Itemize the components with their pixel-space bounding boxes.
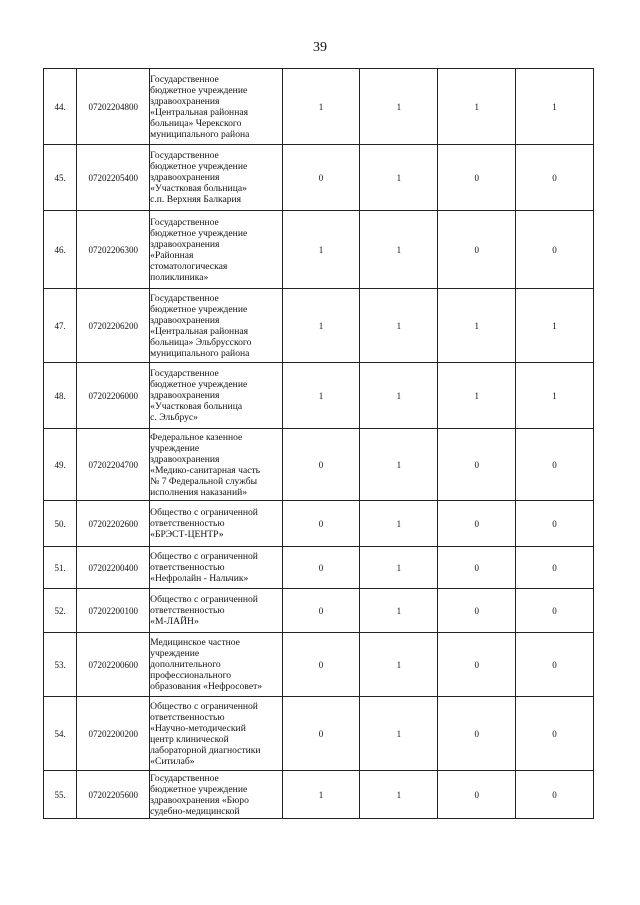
row-value-2: 1: [396, 320, 402, 331]
row-value-2: 1: [396, 518, 402, 529]
row-value-4: 1: [552, 320, 557, 331]
row-value-4: 0: [552, 172, 557, 183]
row-organization-name: Государственное бюджетное учреждение здравоохранения «Центральная районная больница» Эльбрусского муниципального района: [150, 292, 252, 359]
row-number: 46.: [54, 244, 66, 255]
row-code: 07202200400: [88, 562, 138, 573]
row-organization-name: Общество с ограниченной ответственностью «Нефролайн - Нальчик»: [150, 551, 258, 584]
row-value-2: 1: [396, 605, 402, 616]
row-value-4: 0: [552, 244, 557, 255]
row-value-4: 0: [552, 605, 557, 616]
row-value-3: 0: [474, 518, 479, 529]
row-value-4: 0: [552, 459, 557, 470]
row-value-3: 0: [474, 659, 479, 670]
row-number: 49.: [54, 459, 66, 470]
row-code: 07202204800: [88, 101, 138, 112]
row-value-2: 1: [396, 459, 402, 470]
table-row: [44, 697, 594, 771]
row-number: 44.: [54, 101, 66, 112]
row-code: 07202206200: [88, 320, 138, 331]
row-value-3: 0: [474, 562, 479, 573]
table-row: [44, 501, 594, 547]
row-organization-name: Федеральное казенное учреждение здравоохранения «Медико-санитарная часть № 7 Федеральной службы исполнения наказаний»: [150, 431, 261, 498]
row-number: 53.: [54, 659, 66, 670]
row-organization-name: Общество с ограниченной ответственностью «М-ЛАЙН»: [150, 594, 258, 627]
row-value-1: 1: [318, 789, 324, 800]
row-code: 07202204700: [88, 459, 138, 470]
row-value-2: 1: [396, 390, 402, 401]
row-value-3: 0: [474, 459, 479, 470]
row-value-1: 0: [318, 562, 324, 573]
row-value-4: 0: [552, 518, 557, 529]
row-value-3: 1: [474, 320, 479, 331]
row-value-2: 1: [396, 244, 402, 255]
row-number: 51.: [54, 562, 66, 573]
row-code: 07202202600: [88, 518, 138, 529]
table-row: [44, 771, 594, 819]
row-value-2: 1: [396, 659, 402, 670]
table-row: [44, 363, 594, 429]
row-number: 48.: [54, 390, 66, 401]
row-value-1: 1: [318, 390, 324, 401]
row-number: 55.: [54, 789, 66, 800]
row-value-4: 0: [552, 659, 557, 670]
row-value-3: 0: [474, 728, 479, 739]
row-code: 07202206300: [88, 244, 138, 255]
row-number: 54.: [54, 728, 66, 739]
row-value-1: 0: [318, 172, 324, 183]
row-value-2: 1: [396, 172, 402, 183]
row-organization-name: Государственное бюджетное учреждение здравоохранения «Участковая больница с. Эльбрус»: [150, 368, 248, 423]
row-code: 07202200600: [88, 659, 138, 670]
row-code: 07202200100: [88, 605, 138, 616]
row-organization-name: Общество с ограниченной ответственностью «Научно-методический центр клинической лабораторной диагностики «Ситилаб»: [150, 700, 261, 767]
table-row: [44, 69, 594, 145]
page-number: 39: [313, 40, 327, 55]
row-value-1: 1: [318, 101, 324, 112]
row-value-4: 1: [552, 101, 557, 112]
row-value-3: 0: [474, 789, 479, 800]
table-row: [44, 429, 594, 501]
row-value-2: 1: [396, 562, 402, 573]
row-value-4: 0: [552, 728, 557, 739]
table-row: [44, 633, 594, 697]
row-value-4: 0: [552, 562, 557, 573]
row-value-2: 1: [396, 101, 402, 112]
row-organization-name: Медицинское частное учреждение дополнительного профессионального образования «Нефросовет»: [150, 637, 263, 692]
row-value-3: 0: [474, 172, 479, 183]
row-value-1: 0: [318, 605, 324, 616]
row-value-3: 1: [474, 390, 479, 401]
row-code: 07202200200: [88, 728, 138, 739]
row-organization-name: Государственное бюджетное учреждение здравоохранения «Районная стоматологическая поликлиника»: [150, 216, 248, 283]
row-value-4: 0: [552, 789, 557, 800]
row-number: 50.: [54, 518, 66, 529]
row-value-1: 0: [318, 728, 324, 739]
table-row: [44, 145, 594, 211]
row-value-3: 0: [474, 605, 479, 616]
organizations-table: [43, 68, 594, 819]
row-code: 07202205400: [88, 172, 138, 183]
row-value-1: 0: [318, 459, 324, 470]
table-row: [44, 589, 594, 633]
row-number: 47.: [54, 320, 66, 331]
row-value-2: 1: [396, 789, 402, 800]
row-organization-name: Государственное бюджетное учреждение здравоохранения «Участковая больница» с.п. Верхняя Балкария: [150, 150, 248, 205]
row-number: 52.: [54, 605, 66, 616]
table-row: [44, 211, 594, 289]
row-value-1: 1: [318, 244, 324, 255]
row-value-1: 0: [318, 659, 324, 670]
row-number: 45.: [54, 172, 66, 183]
row-value-4: 1: [552, 390, 557, 401]
row-value-3: 0: [474, 244, 479, 255]
table-body: [44, 69, 594, 819]
row-code: 07202205600: [88, 789, 138, 800]
row-organization-name: Общество с ограниченной ответственностью «БРЭСТ-ЦЕНТР»: [150, 507, 258, 540]
table-row: [44, 547, 594, 589]
row-value-1: 0: [318, 518, 324, 529]
row-value-2: 1: [396, 728, 402, 739]
row-value-3: 1: [474, 101, 479, 112]
row-code: 07202206000: [88, 390, 138, 401]
row-organization-name: Государственное бюджетное учреждение здравоохранения «Бюро судебно-медицинской: [150, 772, 249, 817]
row-value-1: 1: [318, 320, 324, 331]
row-organization-name: Государственное бюджетное учреждение здравоохранения «Центральная районная больница» Черекского муниципального района: [150, 73, 250, 140]
table-row: [44, 289, 594, 363]
